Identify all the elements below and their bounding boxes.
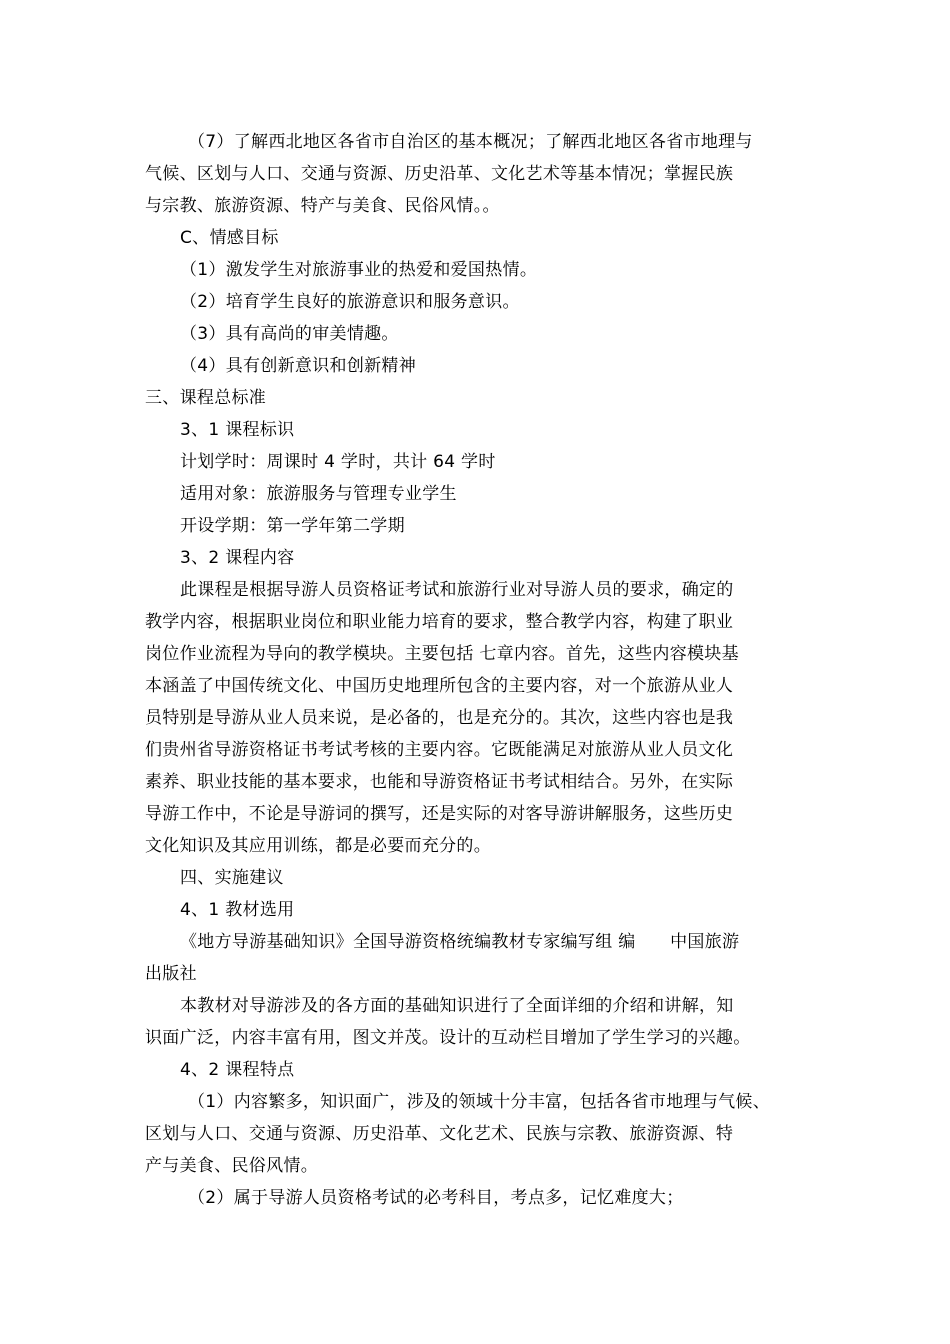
text-line: 产与美食、民俗风情。	[145, 1156, 318, 1176]
section-heading: 三、课程总标准	[145, 388, 267, 408]
text-line: 出版社	[145, 964, 197, 984]
text-line: （2）属于导游人员资格考试的必考科目，考点多，记忆难度大；	[188, 1188, 684, 1208]
text-line: 本涵盖了中国传统文化、中国历史地理所包含的主要内容，对一个旅游从业人	[145, 676, 734, 696]
text-line: 气候、区划与人口、交通与资源、历史沿革、文化艺术等基本情况；掌握民族	[145, 164, 734, 184]
text-line: 开设学期：第一学年第二学期	[180, 516, 405, 536]
text-line: 计划学时：周课时 4 学时，共计 64 学时	[180, 452, 496, 472]
text-line: 员特别是导游从业人员来说，是必备的，也是充分的。其次，这些内容也是我	[145, 708, 734, 728]
text-line: 区划与人口、交通与资源、历史沿革、文化艺术、民族与宗教、旅游资源、特	[145, 1124, 734, 1144]
text-line: 适用对象：旅游服务与管理专业学生	[180, 484, 457, 504]
text-line: （2）培育学生良好的旅游意识和服务意识。	[180, 292, 520, 312]
text-line: （1）内容繁多，知识面广，涉及的领域十分丰富，包括各省市地理与气候、	[188, 1092, 771, 1112]
text-line: 识面广泛，内容丰富有用，图文并茂。设计的互动栏目增加了学生学习的兴趣。	[145, 1028, 751, 1048]
text-line: 导游工作中，不论是导游词的撰写，还是实际的对客导游讲解服务，这些历史	[145, 804, 734, 824]
text-line: 岗位作业流程为导向的教学模块。主要包括 七章内容。首先，这些内容模块基	[145, 644, 739, 664]
text-line: 文化知识及其应用训练，都是必要而充分的。	[145, 836, 491, 856]
text-line: 们贵州省导游资格证书考试考核的主要内容。它既能满足对旅游从业人员文化	[145, 740, 734, 760]
text-line: 素养、职业技能的基本要求，也能和导游资格证书考试相结合。另外，在实际	[145, 772, 734, 792]
text-line: （3）具有高尚的审美情趣。	[180, 324, 399, 344]
subsection-heading: 3、1 课程标识	[180, 420, 295, 440]
subsection-heading: 3、2 课程内容	[180, 548, 295, 568]
subsection-heading: 4、2 课程特点	[180, 1060, 295, 1080]
subsection-heading: 4、1 教材选用	[180, 900, 295, 920]
text-line: 教学内容，根据职业岗位和职业能力培育的要求，整合教学内容，构建了职业	[145, 612, 734, 632]
text-line: （7）了解西北地区各省市自治区的基本概况；了解西北地区各省市地理与	[188, 132, 753, 152]
section-heading: C、情感目标	[180, 228, 279, 248]
text-line: （4）具有创新意识和创新精神	[180, 356, 417, 376]
text-line: 本教材对导游涉及的各方面的基础知识进行了全面详细的介绍和讲解，知	[180, 996, 734, 1016]
text-line: 与宗教、旅游资源、特产与美食、民俗风情。。	[145, 196, 500, 216]
text-line: （1）激发学生对旅游事业的热爱和爱国热情。	[180, 260, 538, 280]
text-line: 此课程是根据导游人员资格证考试和旅游行业对导游人员的要求，确定的	[180, 580, 734, 600]
section-heading: 四、实施建议	[180, 868, 284, 888]
text-line: 《地方导游基础知识》全国导游资格统编教材专家编写组 编 中国旅游	[180, 932, 740, 952]
